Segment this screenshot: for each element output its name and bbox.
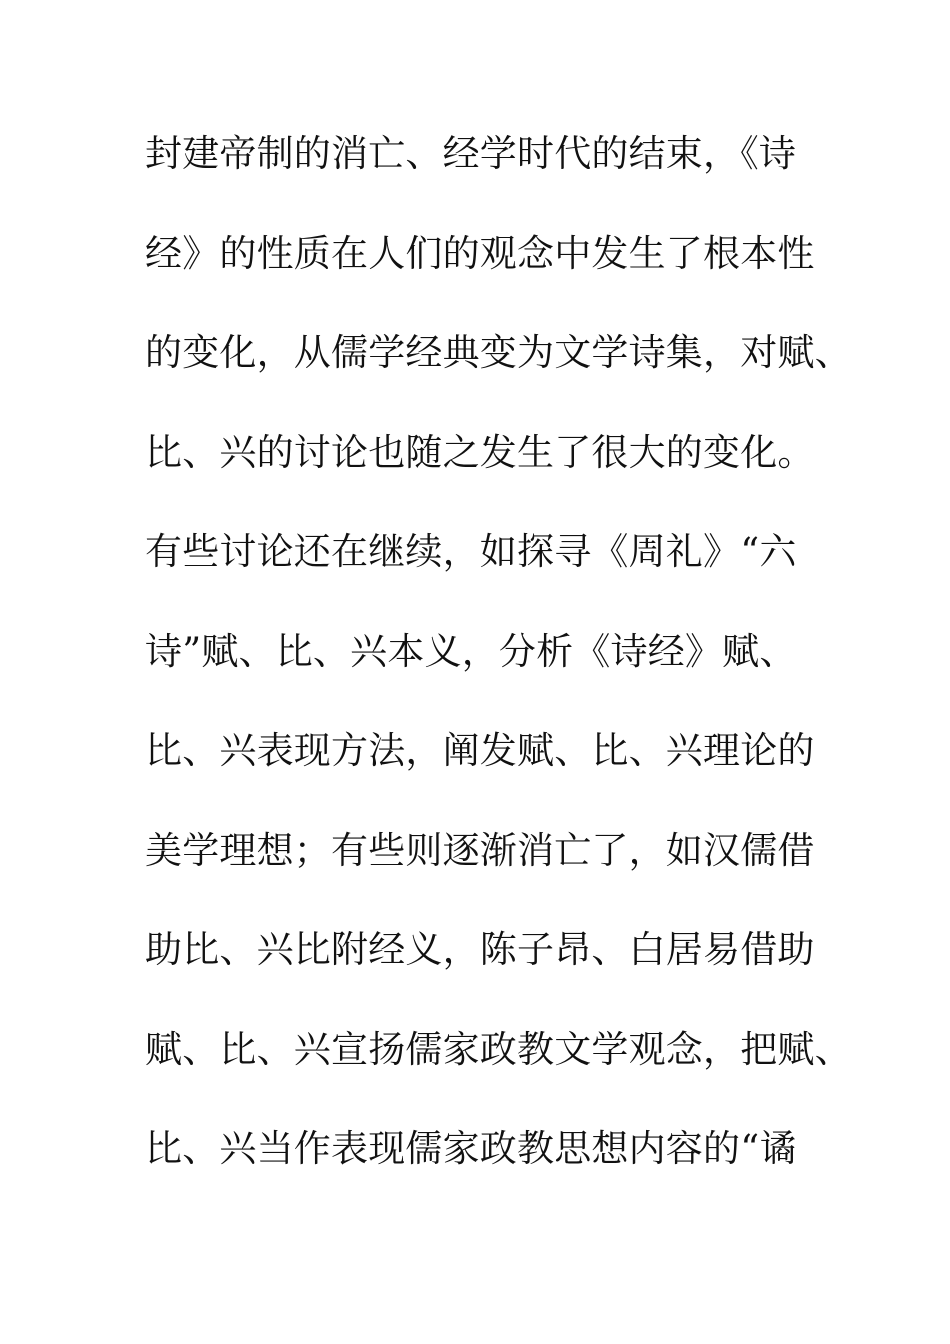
text-line-6: 诗”赋、比、兴本义，分析《诗经》赋、: [145, 629, 797, 673]
text-line-10: 赋、比、兴宣扬儒家政教文学观念，把赋、: [145, 1027, 852, 1071]
text-line-3: 的变化，从儒学经典变为文学诗集，对赋、: [145, 331, 852, 374]
text-line-7: 比、兴表现方法，阐发赋、比、兴理论的: [145, 729, 815, 772]
text-line-5: 有些讨论还在继续，如探寻《周礼》“六: [145, 530, 797, 573]
text-line-2: 经》的性质在人们的观念中发生了根本性: [145, 231, 815, 275]
text-line-8: 美学理想；有些则逐渐消亡了，如汉儒借: [145, 828, 815, 872]
text-line-4: 比、兴的讨论也随之发生了很大的变化。: [145, 430, 815, 474]
text-line-11: 比、兴当作表现儒家政教思想内容的“谲: [145, 1127, 797, 1170]
text-line-9: 助比、兴比附经义，陈子昂、白居易借助: [145, 928, 815, 971]
body-text: [145, 124, 852, 1219]
text-line-1: 封建帝制的消亡、经学时代的结束，《诗: [145, 132, 797, 175]
